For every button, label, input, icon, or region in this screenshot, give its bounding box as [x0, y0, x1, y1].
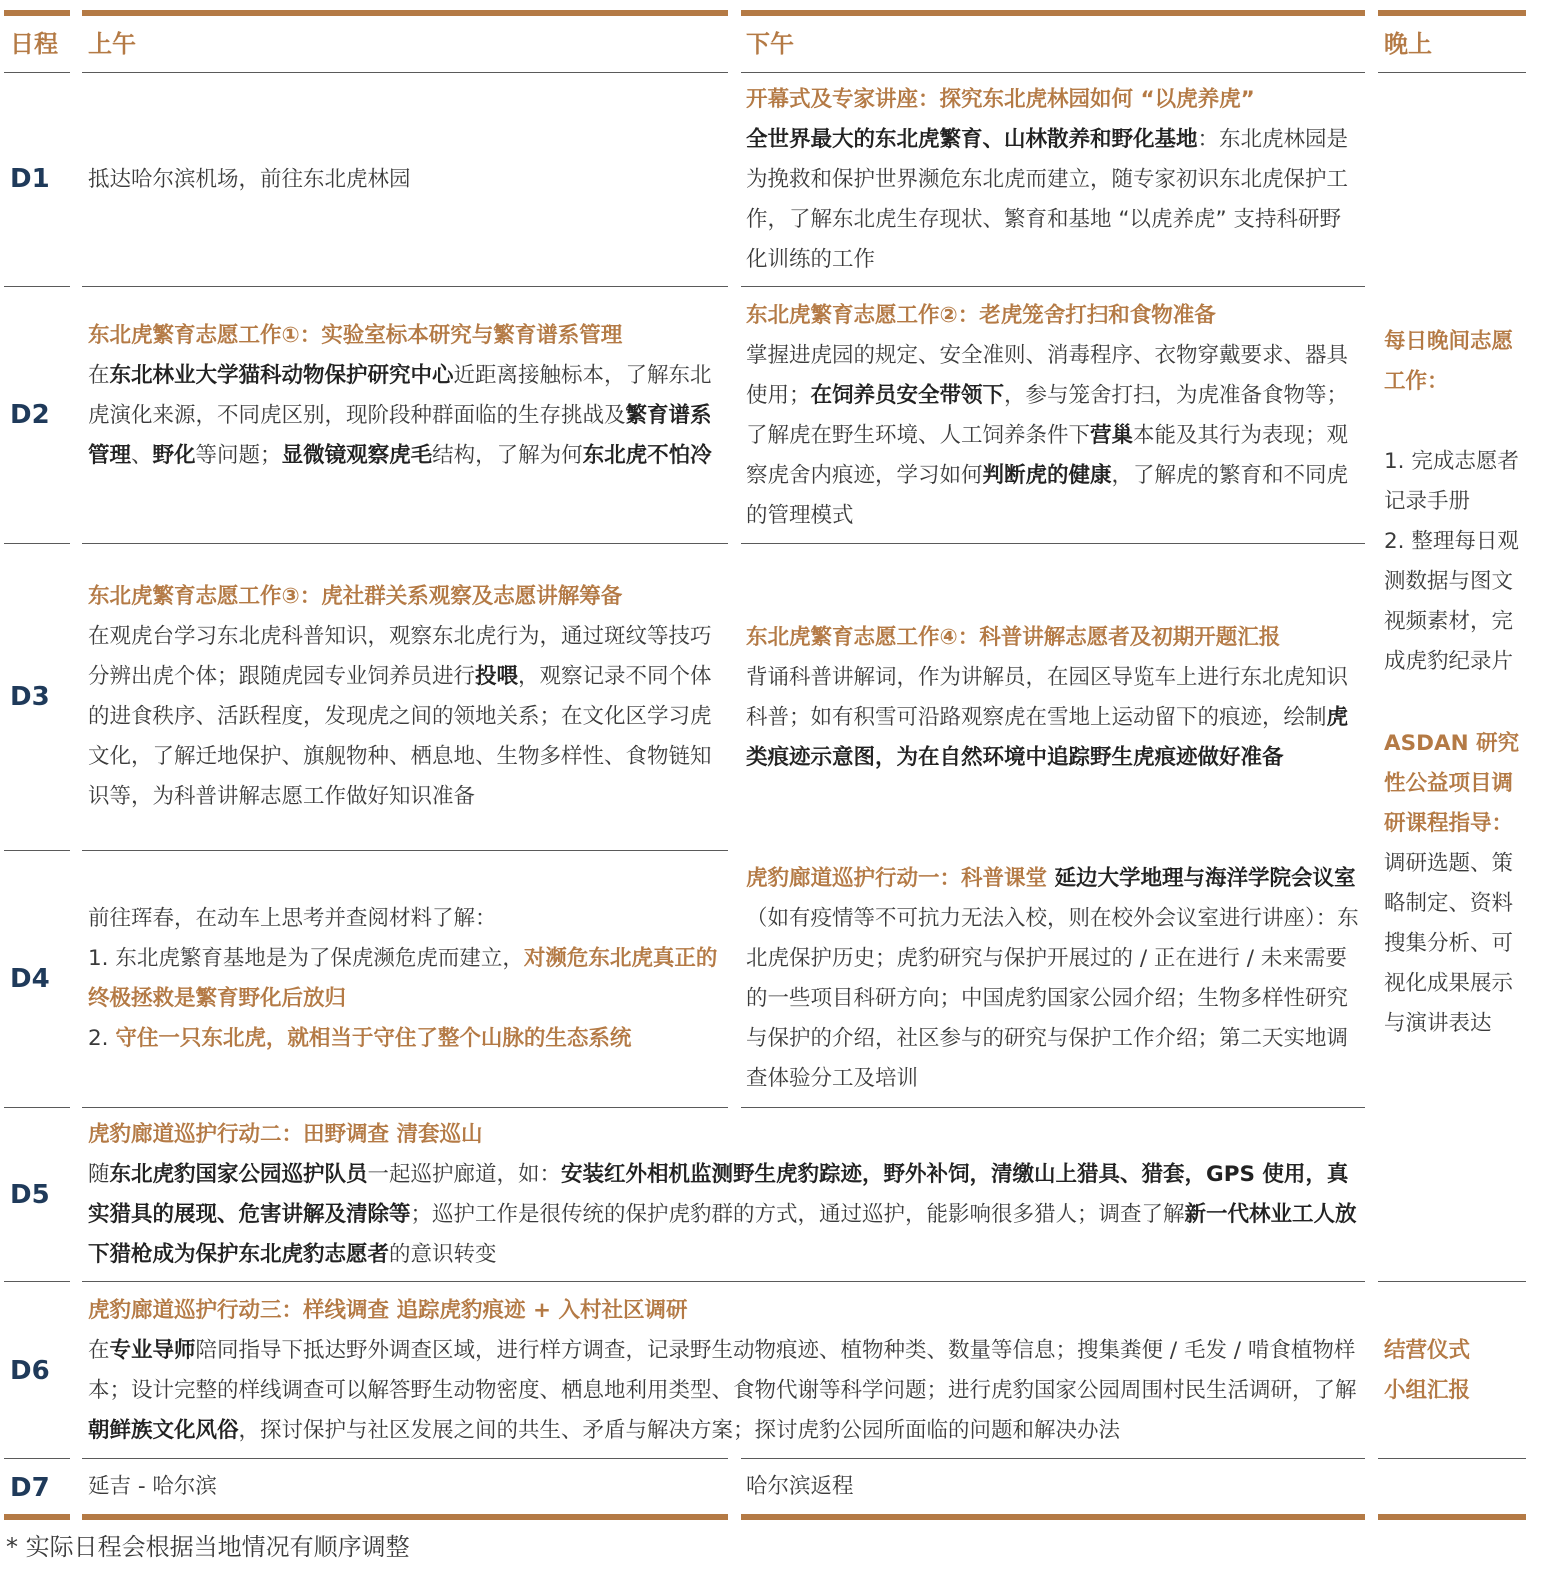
- row-divider: [1378, 1458, 1526, 1459]
- row-divider: [82, 72, 728, 73]
- row-divider: [82, 543, 728, 544]
- d3-morning-title: 东北虎繁育志愿工作③：虎社群关系观察及志愿讲解筹备: [88, 584, 623, 609]
- row-divider: [741, 1107, 1365, 1108]
- d6-title: 虎豹廊道巡护行动三：样线调查 追踪虎豹痕迹 + 入村社区调研: [88, 1298, 688, 1323]
- header-morning: 上午: [88, 30, 136, 58]
- evening-asdan-title: ASDAN 研究性公益项目调研课程指导：: [1384, 731, 1520, 836]
- row-divider: [741, 286, 1365, 287]
- evening-asdan: [1384, 724, 1526, 1044]
- d6-text: 在专业导师陪同指导下抵达野外调查区域，进行样方调查，记录野生动物痕迹、植物种类、数量等信息；搜集粪便 / 毛发 / 啃食植物样本；设计完整的样线调查可以解答野生动物密度、栖息地利用类型、食物代谢等科学问题；进行虎豹国家公园周围村民生活调研，了解朝鲜族文化风俗，探讨保护与社区发展之间的共生、矛盾与解决方案；探讨虎豹公园所面临的问题和解决办法: [88, 1338, 1357, 1443]
- row-divider: [4, 72, 70, 73]
- d1-afternoon: [746, 80, 1362, 280]
- header-rule-morning: [82, 10, 728, 16]
- d3-afternoon-text: 背诵科普讲解词，作为讲解员，在园区导览车上进行东北虎知识科普；如有积雪可沿路观察虎在雪地上运动留下的痕迹，绘制虎类痕迹示意图，为在自然环境中追踪野生虎痕迹做好准备: [746, 665, 1349, 770]
- d2-afternoon: [746, 296, 1362, 536]
- day-label-d2: D2: [10, 400, 50, 430]
- d3-morning-text: 在观虎台学习东北虎科普知识，观察东北虎行为，通过斑纹等技巧分辨出虎个体；跟随虎园专业饲养员进行投喂，观察记录不同个体的进食秩序、活跃程度，发现虎之间的领地关系；在文化区学习虎文化，了解迁地保护、旗舰物种、栖息地、生物多样性、食物链知识等，为科普讲解志愿工作做好知识准备: [88, 624, 712, 809]
- d4-morning: [88, 899, 724, 1059]
- day-label-d1: D1: [10, 164, 50, 194]
- footnote: * 实际日程会根据当地情况有顺序调整: [6, 1533, 410, 1561]
- d4-afternoon-text: 虎豹廊道巡护行动一：科普课堂 延边大学地理与海洋学院会议室（如有疫情等不可抗力无法入校，则在校外会议室进行讲座）：东北虎保护历史；虎豹研究与保护开展过的 / 正在进行 / 未来需要的一些项目科研方向；中国虎豹国家公园介绍；生物多样性研究与保护的介绍，社区参与的研究与保护工作介绍；第二天实地调查体验分工及培训: [746, 866, 1359, 1091]
- header-afternoon: 下午: [746, 30, 794, 58]
- evening-daily-title: 每日晚间志愿工作：: [1384, 329, 1514, 394]
- footer-rule: [741, 1514, 1365, 1520]
- row-divider: [4, 543, 70, 544]
- header-rule-afternoon: [741, 10, 1365, 16]
- d4-morning-line1: 前往珲春，在动车上思考并查阅材料了解：: [88, 906, 497, 931]
- d1-afternoon-title: 开幕式及专家讲座：探究东北虎林园如何 “以虎养虎”: [746, 87, 1255, 112]
- d1-morning: 抵达哈尔滨机场，前往东北虎林园: [88, 167, 411, 192]
- footer-rule: [1378, 1514, 1526, 1520]
- d3-morning: [88, 577, 724, 817]
- footer-rule: [82, 1514, 728, 1520]
- evening-closing: 结营仪式小组汇报: [1384, 1338, 1471, 1403]
- d2-afternoon-title: 东北虎繁育志愿工作②：老虎笼舍打扫和食物准备: [746, 303, 1216, 328]
- evening-item-2: 2. 整理每日观测数据与图文视频素材，完成虎豹纪录片: [1384, 529, 1519, 674]
- day-label-d6: D6: [10, 1356, 50, 1386]
- d7-morning: 延吉 - 哈尔滨: [88, 1474, 217, 1499]
- day-label-d4: D4: [10, 964, 50, 994]
- header-rule-schedule: [4, 10, 70, 16]
- d5-fullday: [88, 1115, 1362, 1275]
- d4-morning-line2: 1. 东北虎繁育基地是为了保虎濒危虎而建立，对濒危东北虎真正的终极拯救是繁育野化后放归: [88, 946, 718, 1011]
- row-divider: [1378, 72, 1526, 73]
- header-rule-evening: [1378, 10, 1526, 16]
- row-divider: [4, 286, 70, 287]
- d2-morning-text: 在东北林业大学猫科动物保护研究中心近距离接触标本，了解东北虎演化来源，不同虎区别，现阶段种群面临的生存挑战及繁育谱系管理、野化等问题；显微镜观察虎毛结构，了解为何东北虎不怕冷: [88, 363, 712, 468]
- row-divider: [741, 543, 1365, 544]
- row-divider: [4, 1107, 70, 1108]
- day-label-d7: D7: [10, 1473, 50, 1503]
- footer-rule: [4, 1514, 70, 1520]
- d7-afternoon: 哈尔滨返程: [746, 1474, 854, 1499]
- day-label-d3: D3: [10, 682, 50, 712]
- header-schedule: 日程: [10, 30, 58, 58]
- row-divider: [82, 1107, 728, 1108]
- row-divider: [1378, 1281, 1526, 1282]
- d4-morning-line3: 2. 守住一只东北虎，就相当于守住了整个山脉的生态系统: [88, 1026, 632, 1051]
- d2-morning-title: 东北虎繁育志愿工作①：实验室标本研究与繁育谱系管理: [88, 323, 623, 348]
- d2-morning: [88, 316, 724, 476]
- d4-afternoon: [746, 859, 1362, 1099]
- evening-item-1: 1. 完成志愿者记录手册: [1384, 449, 1519, 514]
- day-label-d5: D5: [10, 1180, 50, 1210]
- d6-fullday: [88, 1291, 1362, 1451]
- row-divider: [741, 1458, 1365, 1459]
- row-divider: [741, 72, 1365, 73]
- row-divider: [4, 1281, 70, 1282]
- d2-afternoon-text: 掌握进虎园的规定、安全准则、消毒程序、衣物穿戴要求、器具使用；在饲养员安全带领下，参与笼舍打扫，为虎准备食物等；了解虎在野生环境、人工饲养条件下营巢本能及其行为表现；观察虎舍内痕迹，学习如何判断虎的健康，了解虎的繁育和不同虎的管理模式: [746, 343, 1349, 528]
- d5-text: 随东北虎豹国家公园巡护队员一起巡护廊道，如：安装红外相机监测野生虎豹踪迹，野外补饲，清缴山上猎具、猎套，GPS 使用，真实猎具的展现、危害讲解及清除等；巡护工作是很传统的保护虎豹群的方式，通过巡护，能影响很多猎人；调查了解新一代林业工人放下猎枪成为保护东北虎豹志愿者的意识转变: [88, 1162, 1357, 1267]
- row-divider: [4, 1458, 70, 1459]
- d3-afternoon: [746, 618, 1362, 778]
- row-divider: [82, 286, 728, 287]
- d3-afternoon-title: 东北虎繁育志愿工作④：科普讲解志愿者及初期开题汇报: [746, 625, 1281, 650]
- header-evening: 晚上: [1384, 30, 1432, 58]
- row-divider: [82, 1458, 728, 1459]
- row-divider: [82, 1281, 1365, 1282]
- d1-afternoon-text: 全世界最大的东北虎繁育、山林散养和野化基地：东北虎林园是为挽救和保护世界濒危东北虎而建立，随专家初识东北虎保护工作，了解东北虎生存现状、繁育和基地 “以虎养虎” 支持科研野化训练的工作: [746, 127, 1349, 272]
- d5-title: 虎豹廊道巡护行动二：田野调查 清套巡山: [88, 1122, 483, 1147]
- row-divider: [4, 850, 70, 851]
- evening-asdan-text: 调研选题、策略制定、资料搜集分析、可视化成果展示与演讲表达: [1384, 851, 1514, 1036]
- row-divider: [82, 850, 728, 851]
- evening-daily: [1384, 322, 1526, 682]
